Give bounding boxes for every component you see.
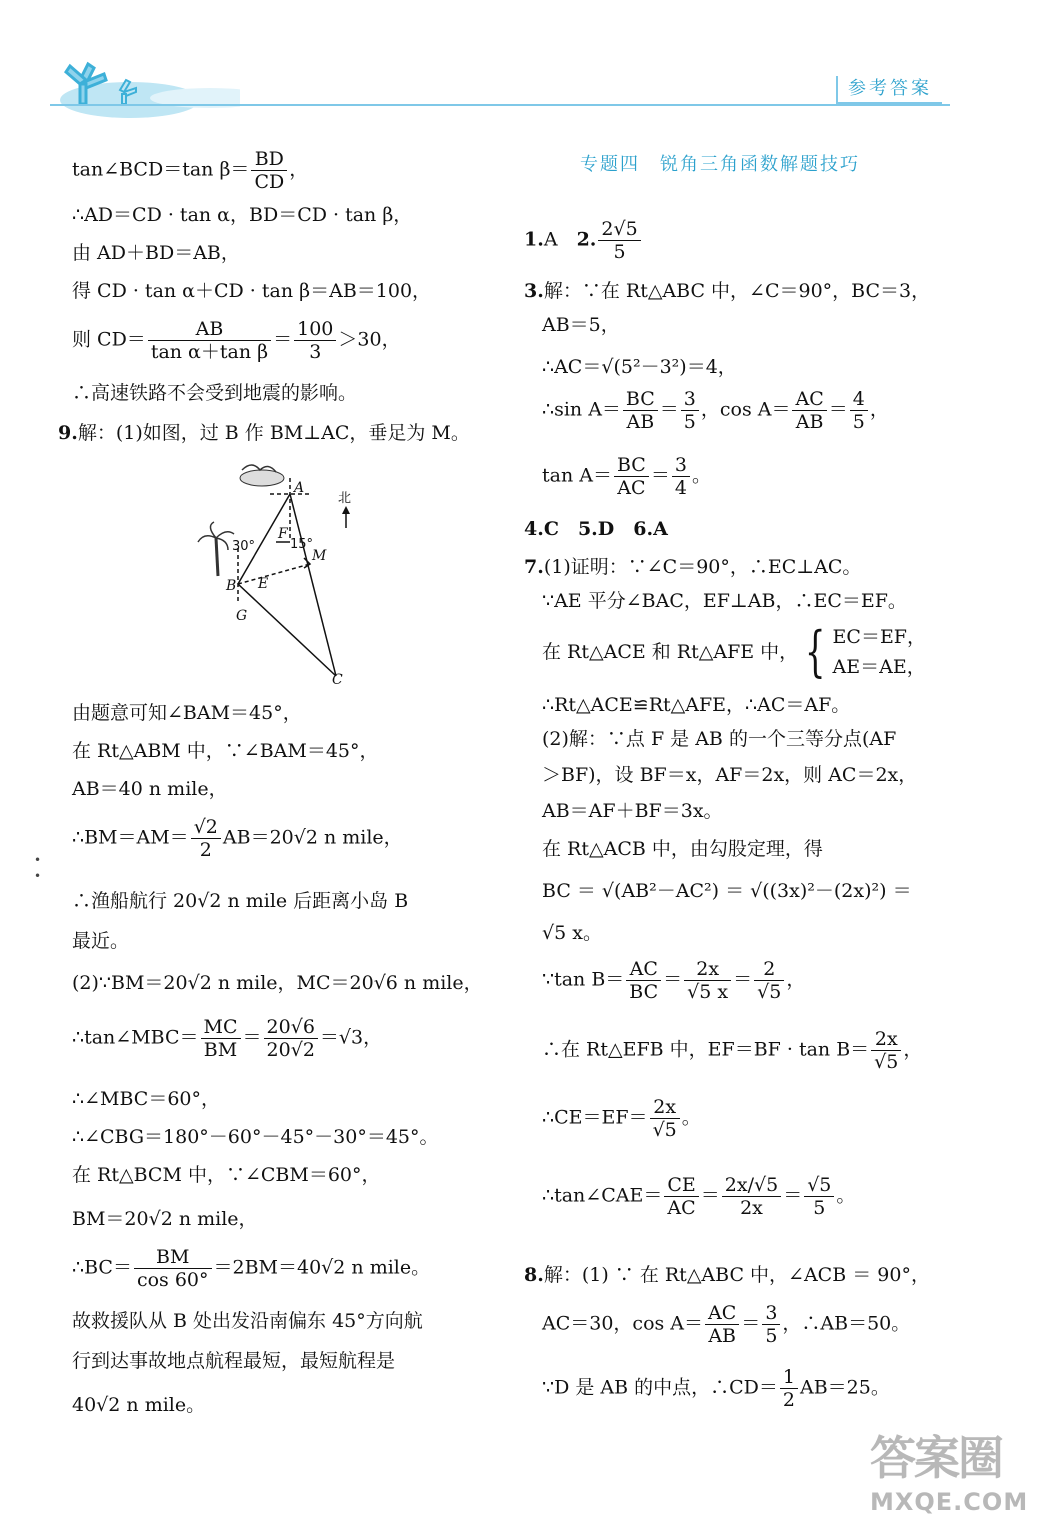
right-line-12: (2)解：∵点 F 是 AB 的一个三等分点(AF xyxy=(542,728,897,750)
right-line-15: 在 Rt△ACB 中，由勾股定理，得 xyxy=(542,838,823,860)
right-line-7: 4.C 5.D 6.A xyxy=(524,518,668,540)
left-line-18: 在 Rt△BCM 中，∵∠CBM＝60°， xyxy=(72,1164,381,1186)
segment-BM xyxy=(238,564,310,584)
right-line-21: ∴tan∠CAE＝ $\frac{CE}{AC}$ ＝ $\frac{2x/√5}{2x}$ ＝ $\frac{√5}{5}$ 。 xyxy=(542,1174,856,1219)
left-line-3: 由 AD＋BD＝AB， xyxy=(72,242,240,264)
right-line-1: 1.A 2. $\frac{2√5}{5}$ xyxy=(524,218,643,263)
left-line-12: ∴渔船航行 20√2 n mile 后距离小岛 B xyxy=(72,890,409,912)
right-line-13: ＞BF)，设 BF＝x，AF＝2x，则 AC＝2x， xyxy=(542,764,918,786)
watermark-url: MXQE.COM xyxy=(870,1488,1029,1516)
right-line-8: 7.(1)证明：∵∠C＝90°，∴EC⊥AC。 xyxy=(524,556,862,578)
right-line-24: ∵D 是 AB 的中点，∴CD＝ $\frac{1}{2}$ AB＝25。 xyxy=(542,1366,890,1411)
label-E: E xyxy=(258,576,269,592)
left-line-1: tan∠BCD＝tan β＝ $\frac{BD}{CD}$ ， xyxy=(72,148,309,193)
left-line-19: BM＝20√2 n mile， xyxy=(72,1208,258,1230)
label-A: A xyxy=(294,480,305,496)
right-line-20: ∴CE＝EF＝ $\frac{2x}{√5}$ 。 xyxy=(542,1096,701,1141)
section-title: 专题四 锐角三角函数解题技巧 xyxy=(580,154,860,175)
right-line-4: ∴AC＝√(5²－3²)＝4， xyxy=(542,356,737,378)
right-line-3: AB＝5， xyxy=(542,314,620,336)
segment-AC xyxy=(290,494,336,676)
left-line-8: 由题意可知∠BAM＝45°， xyxy=(72,702,302,724)
geometry-figure xyxy=(190,458,390,688)
label-G: G xyxy=(236,608,248,624)
left-line-2: ∴AD＝CD · tan α，BD＝CD · tan β， xyxy=(72,204,413,226)
watermark xyxy=(870,1430,1040,1530)
left-line-20: ∴BC＝ $\frac{BM}{\cos 60^\circ}$ ＝2BM＝40√2 n mile。 xyxy=(72,1246,431,1291)
label-B: B xyxy=(226,578,237,594)
right-line-22: 8.解：(1) ∵ 在 Rt△ABC 中，∠ACB ＝ 90°， xyxy=(524,1264,930,1286)
right-line-5: ∴sin A＝ $\frac{BC}{AB}$ ＝ $\frac{3}{5}$ ，cos A＝ $\frac{AC}{AB}$ ＝ $\frac{4}{5}$ ， xyxy=(542,388,889,433)
left-line-14: (2)∵BM＝20√2 n mile，MC＝20√6 n mile， xyxy=(72,972,483,994)
left-line-10: AB＝40 n mile， xyxy=(72,778,228,800)
right-line-17: √5 x。 xyxy=(542,922,602,944)
left-line-23: 40√2 n mile。 xyxy=(72,1394,206,1416)
margin-dots: • • xyxy=(34,853,42,883)
left-line-17: ∴∠CBG＝180°－60°－45°－30°＝45°。 xyxy=(72,1126,439,1148)
label-north: 北 xyxy=(338,491,352,506)
left-line-11: ∴BM＝AM＝ $\frac{√2}{2}$ AB＝20√2 n mile， xyxy=(72,816,403,861)
left-line-13: 最近。 xyxy=(72,930,130,952)
segment-BC xyxy=(238,584,336,676)
left-line-9: 在 Rt△ABM 中，∵∠BAM＝45°， xyxy=(72,740,379,762)
right-line-2: 3.解：∵在 Rt△ABC 中，∠C＝90°，BC＝3， xyxy=(524,280,931,302)
section-label: 参考答案 xyxy=(836,76,942,104)
watermark-logo: 答案圈 xyxy=(870,1431,1002,1485)
left-line-6: ∴高速铁路不会受到地震的影响。 xyxy=(72,382,358,404)
left-line-5: 则 CD＝ $\frac{AB}{\text{tan α＋tan β}}$ ＝ $\frac{100}{3}$ ＞30， xyxy=(72,318,401,363)
left-line-7: 9.解：(1)如图，过 B 作 BM⊥AC，垂足为 M。 xyxy=(58,422,470,444)
right-line-23: AC＝30，cos A＝ $\frac{AC}{AB}$ ＝ $\frac{3}{5}$ ，∴AB＝50。 xyxy=(542,1302,911,1347)
right-line-10: 在 Rt△ACE 和 Rt△AFE 中， { EC＝EF， AE＝AE， xyxy=(542,620,926,683)
right-line-11: ∴Rt△ACE≌Rt△AFE，∴AC＝AF。 xyxy=(542,694,851,716)
page-header xyxy=(0,0,1048,120)
right-line-6: tan A＝ $\frac{BC}{AC}$ ＝ $\frac{3}{4}$ 。 xyxy=(542,454,711,499)
left-line-22: 行到达事故地点航程最短，最短航程是 xyxy=(72,1350,396,1372)
left-line-4: 得 CD · tan α＋CD · tan β＝AB＝100， xyxy=(72,280,432,302)
right-line-16: BC ＝ √(AB²－AC²) ＝ √((3x)²－(2x)²) ＝ xyxy=(542,880,912,902)
left-line-16: ∴∠MBC＝60°， xyxy=(72,1088,220,1110)
label-angle-15: 15° xyxy=(290,537,314,552)
label-F: F xyxy=(278,526,288,542)
label-C: C xyxy=(332,672,343,688)
left-line-15: ∴tan∠MBC＝ $\frac{MC}{BM}$ ＝ $\frac{20√6}{20√2}$ ＝√3， xyxy=(72,1016,383,1061)
left-line-21: 故救援队从 B 处出发沿南偏东 45°方向航 xyxy=(72,1310,423,1332)
right-line-9: ∵AE 平分∠BAC，EF⊥AB，∴EC＝EF。 xyxy=(542,590,907,612)
brace-icon: { xyxy=(805,620,826,683)
right-line-14: AB＝AF＋BF＝3x。 xyxy=(542,800,723,822)
fraction: $\frac{BD}{CD}$ xyxy=(251,148,287,193)
label-angle-30: 30° xyxy=(232,539,256,554)
right-line-18: ∵tan B＝ $\frac{AC}{BC}$ ＝ $\frac{2x}{√5 x}$ ＝ $\frac{2}{√5}$ ， xyxy=(542,958,806,1003)
island-icon xyxy=(240,465,284,486)
header-rule xyxy=(50,104,950,106)
north-arrow-icon xyxy=(342,506,350,528)
label-M: M xyxy=(312,548,327,564)
triangle-diagram xyxy=(190,458,390,688)
right-line-19: ∴在 Rt△EFB 中，EF＝BF · tan B＝ $\frac{2x}{√5}$ ， xyxy=(542,1028,923,1073)
palm-tree-icon xyxy=(198,522,234,576)
